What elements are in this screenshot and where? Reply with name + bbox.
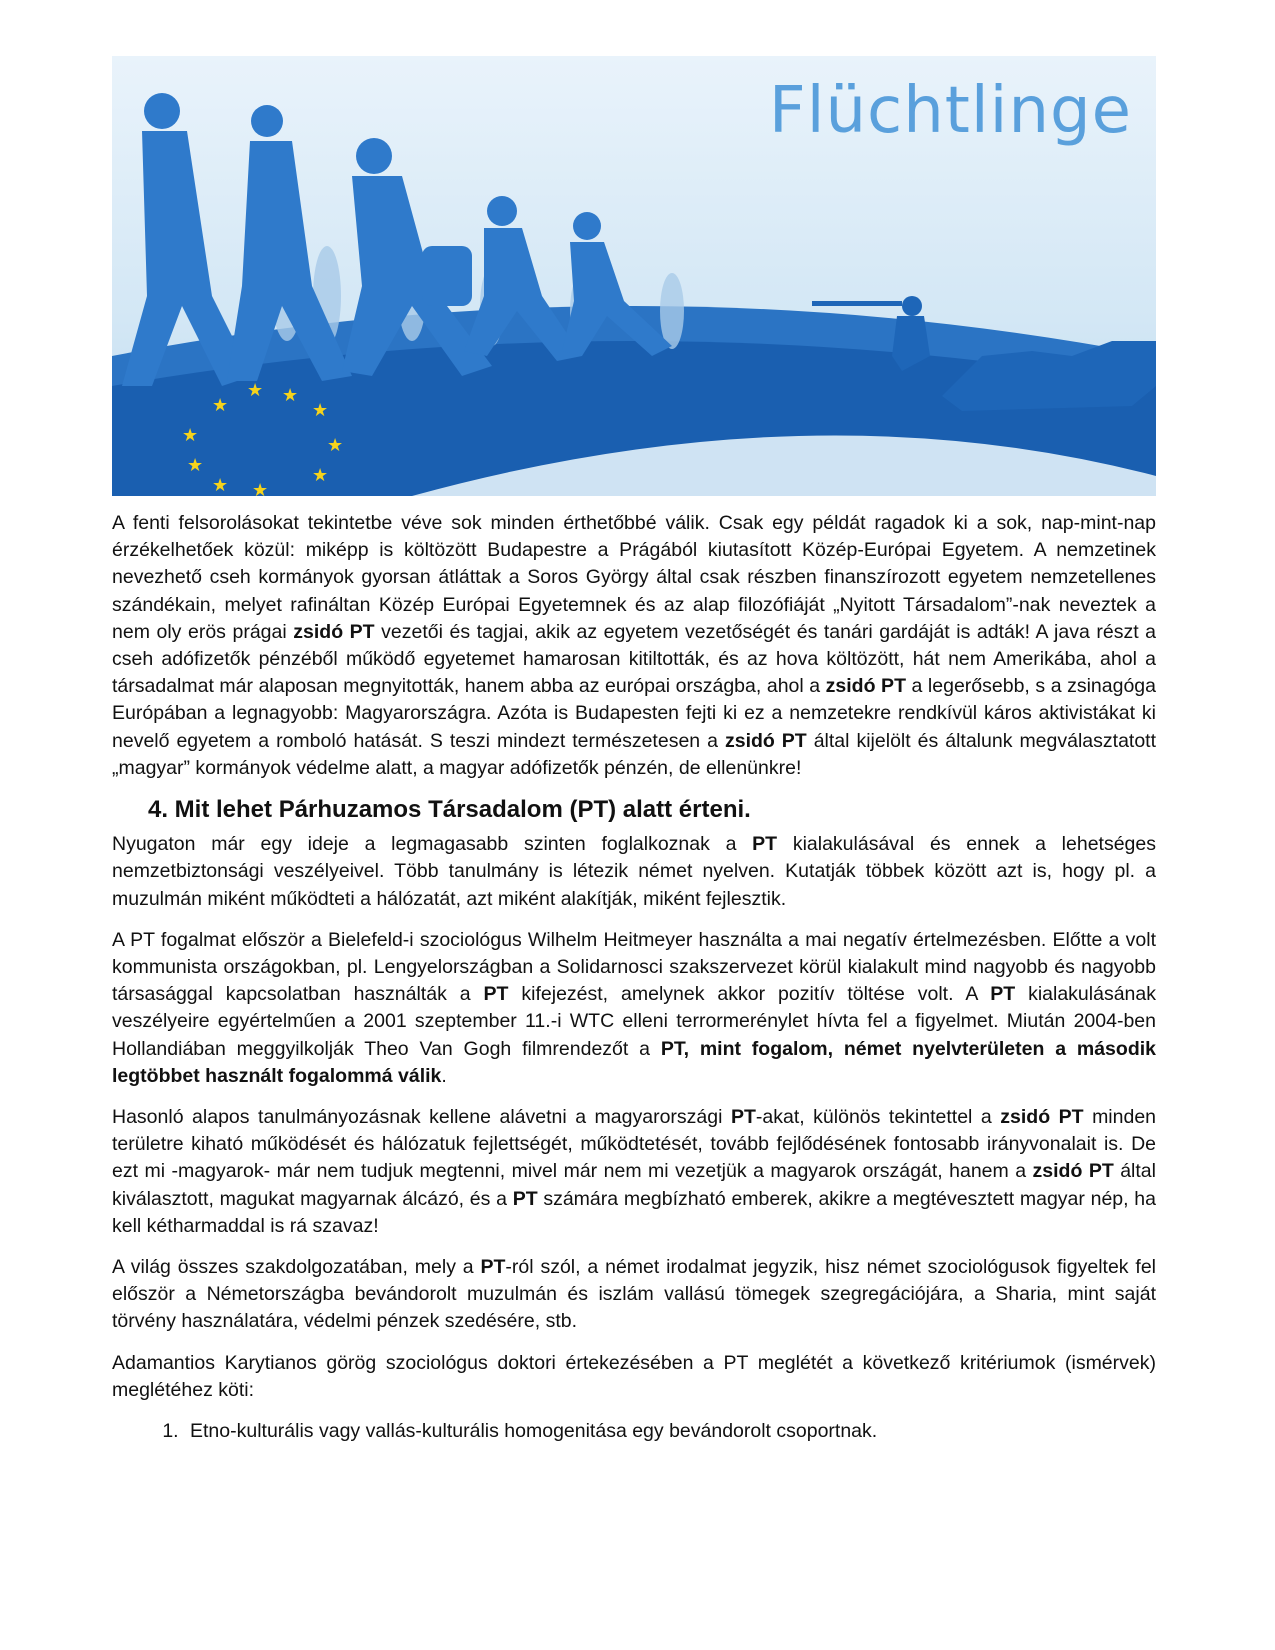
svg-text:★: ★ [187,455,204,475]
bold-text: zsidó PT [1000,1106,1084,1129]
text-run: Hasonló alapos tanulmányozásnak kellene alávetni a magyarországi [112,1106,731,1129]
bold-text: zsidó PT [825,675,906,698]
bold-text: zsidó PT [293,620,375,643]
criteria-list [112,1418,1156,1445]
text-run: -akat, különös tekintettel a [755,1106,1001,1129]
section-heading: 4. Mit lehet Párhuzamos Társadalom (PT) alatt érteni. [148,796,751,824]
paragraph-6 [112,1350,1156,1404]
paragraph-2 [112,831,1156,913]
banner-title: Flüchtlinge [768,74,1132,148]
svg-text:★: ★ [212,475,229,495]
bold-text: zsidó PT [724,729,807,752]
document-body [112,510,1156,1445]
bold-text: zsidó PT [1032,1160,1114,1183]
bold-text: PT [752,833,778,856]
svg-text:★: ★ [252,480,269,496]
refugee-banner-image [112,56,1156,496]
bold-text: PT [730,1106,756,1129]
paragraph-4 [112,1104,1156,1240]
text-run: A fenti felsorolásokat tekintetbe véve sok minden érthetőbbé válik. Csak egy példát ragadok ki a sok, nap-mint-nap érzékelhetőek közül: miképp is költözött Budapestre a Prágából kiutasított Közép-Európai Egyetem. A nemzetinek nevezhető cseh kormányok gyorsan átláttak a Soros György által csak részben finanszírozott egyetem nemzetellenes szándékain, melyet rafináltan Közép Európai Egyetemnek és az alap filozófiáját „Nyitott Társadalom”-nak neveztek a nem oly erös prágai [112,512,1156,643]
bold-text: PT [990,983,1016,1006]
paragraph-5 [112,1254,1156,1336]
paragraph-3 [112,927,1156,1090]
text-run: Nyugaton már egy ideje a legmagasabb szinten foglalkoznak a [112,833,753,856]
text-run: . [441,1064,447,1087]
svg-text:★: ★ [312,400,329,420]
text-run: által kijelölt és általunk megválasztatott „magyar” kormányok védelme alatt, a magyar adófizetők pénzén, de ellenünkre! [112,729,1157,779]
text-run: kifejezést, amelynek akkor pozitív töltése volt. A [508,983,991,1006]
svg-text:★: ★ [182,425,199,445]
text-run: a legerősebb, s a zsinagóga Európában a legnagyobb: Magyarországra. Azóta is Budapesten fejti ki ez a nemzetekre rendkívül káros aktivistákat ki nevelő egyetem a romboló hatását. S teszi mindezt természetesen a [112,675,1156,752]
text-run: által kiválasztott, magukat magyarnak álcázó, és a [112,1160,1156,1210]
svg-text:★: ★ [247,380,264,400]
svg-text:★: ★ [282,385,299,405]
svg-text:★: ★ [312,465,329,485]
bold-text: PT, mint fogalom, német nyelvterületen a második legtöbbet használt fogalommá válik [112,1037,1156,1087]
svg-text:★: ★ [327,435,344,455]
text-run: Adamantios Karytianos görög szociológus doktori értekezésében a PT meglétét a következő kritériumok (ismérvek) meglétéhez köti: [112,1351,1156,1401]
text-run: A világ összes szakdolgozatában, mely a [112,1256,481,1279]
bold-text: PT [512,1187,538,1210]
svg-text:★: ★ [212,395,229,415]
text-run: kialakulásával és ennek a lehetséges nemzetbiztonsági veszélyeivel. Több tanulmány is létezik német nyelven. Kutatják többek között azt is, hogy pl. a muzulmán miként működteti a hálózatát, azt miként alakítják, miként fejlesztik. [112,833,1156,910]
text-run: kialakulásának veszélyeire egyértelműen a 2001 szeptember 11.-i WTC elleni terrormerénylet hívta fel a figyelmet. Miután 2004-ben Hollandiában meggyilkolják Theo Van Gogh filmrendezőt a [112,983,1156,1060]
text-run: vezetői és tagjai, akik az egyetem vezetőségét és tanári gardáját is adták! A java részt a cseh adófizetők pénzéből működő egyetemet hamarosan kitiltották, és az hova költözött, hát nem Amerikába, ahol a társadalmat már alaposan megnyitották, hanem abba az európai országba, ahol a [112,620,1157,698]
bold-text: PT [480,1256,506,1279]
paragraph-1 [112,510,1156,782]
text-run: minden területre kiható működését és hálózatuk fejlettségét, működtetését, tovább fejlődésének fontosabb irányvonalait is. De ezt mi -magyarok- már nem tudjuk megtenni, mivel már nem mi vezetjük a magyarok országát, hanem a [112,1106,1157,1183]
text-run: A PT fogalmat először a Bielefeld-i szociológus Wilhelm Heitmeyer használta a mai negatív értelmezésben. Előtte a volt kommunista országokban, pl. Lengyelországban a Solidarnosci szakszervezet körül kialakult mind nagyobb és nagyobb társasággal kapcsolatban használták a [112,928,1156,1006]
bold-text: PT [483,983,509,1006]
text-run: számára megbízható emberek, akikre a megtévesztett magyar nép, ha kell kétharmaddal is rá szavaz! [112,1187,1156,1237]
text-run: -ról szól, a német irodalmat jegyzik, hisz német szociológusok figyeltek fel először a Németországba bevándorolt muzulmán és iszlám vallású tömegek szegregációjára, a Sharia, mint saját törvény használatára, védelmi pénzek szedésére, stb. [112,1256,1156,1333]
list-item: 1. Etno-kulturális vagy vallás-kulturális homogenitása egy bevándorolt csoportnak. [184,1418,1156,1445]
